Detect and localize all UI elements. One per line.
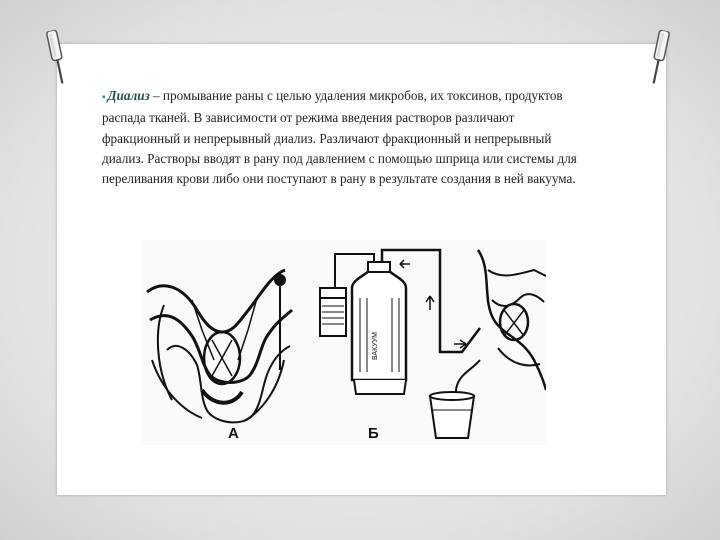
term-dialysis: Диализ (107, 88, 150, 103)
vessel-label: ВАКУУМ (372, 332, 379, 360)
dialysis-illustration (142, 240, 546, 445)
definition-text: – промывание раны с целью удаления микробов, их токсинов, продуктов распада тканей. В зависимости от режима введения растворов различают фракционный и непрерывный диализ. Различают фракционный и непрерывный диализ. Растворы вводят в рану под давлением с помощью шприца или системы для переливания крови либо они поступают в рану в результате создания в ней вакуума. (102, 88, 577, 187)
body-text (102, 86, 582, 189)
illustration-drawing (142, 240, 546, 445)
label-a: А (228, 425, 239, 442)
label-b: Б (368, 425, 379, 442)
bullet-icon: ▪ (102, 92, 106, 103)
